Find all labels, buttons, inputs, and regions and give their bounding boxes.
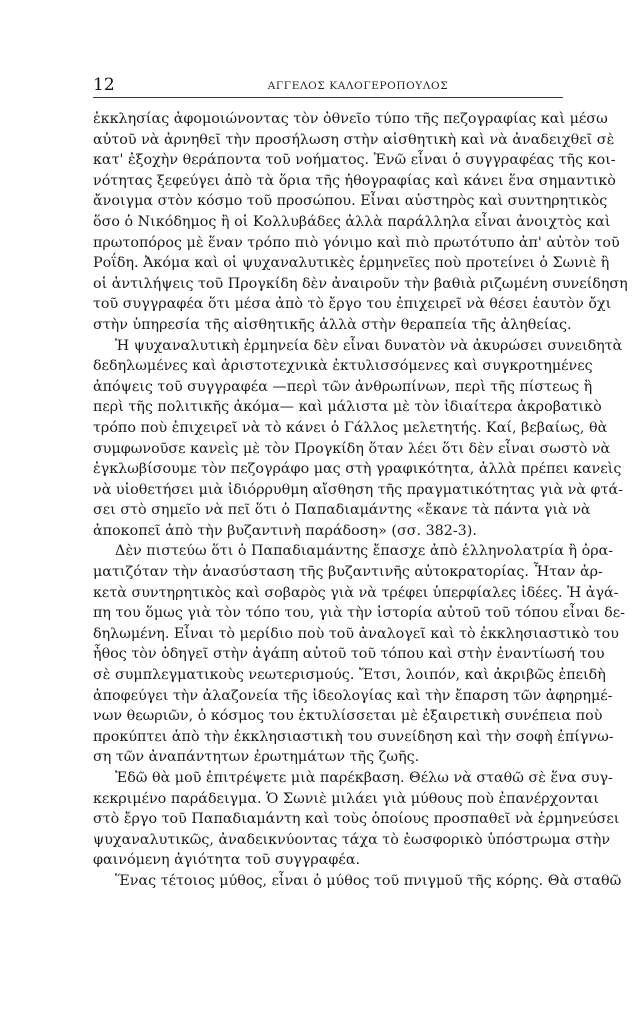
text-line: σει στὸ σημεῖο νὰ πεῖ ὅτι ὁ Παπαδιαμάντης «ἔκανε τὰ πάντα γιὰ νὰ <box>93 502 591 519</box>
text-line: δηλωμένη. Εἶναι τὸ μερίδιο ποὺ τοῦ ἀναλογεῖ καὶ τὸ ἐκκλησιαστικὸ του <box>93 625 619 642</box>
text-line: Δὲν πιστεύω ὅτι ὁ Παπαδιαμάντης ἔπασχε ἀπὸ ἑλληνολατρία ἢ ὀρα- <box>115 543 614 560</box>
text-line: ἦθος τὸν ὁδηγεῖ στὴν ἀγάπη αὐτοῦ τοῦ τόπου καὶ στὴν ἐναντίωσή του <box>93 646 605 663</box>
text-line: ἀπόψεις τοῦ συγγραφέα —περὶ τῶν ἀνθρωπίνων, περὶ τῆς πίστεως ἢ <box>93 378 593 395</box>
text-line: σὲ συμπλεγματικοὺς νεωτερισμούς. Ἔτσι, λοιπόν, καὶ ἀκριβῶς ἐπειδὴ <box>93 667 606 684</box>
text-line: Ἡ ψυχαναλυτικὴ ἑρμηνεία δὲν εἶναι δυνατὸν νὰ ἀκυρώσει συνειδητὰ <box>115 337 623 354</box>
text-line: ἐκκλησίας ἀφομοιώνοντας τὸν ὀθνεῖο τύπο τῆς πεζογραφίας καὶ μέσω <box>93 111 608 127</box>
text-line: νότητας ξεφεύγει ἀπὸ τὰ ὅρια τῆς ἠθογραφίας καὶ κάνει ἕνα σημαντικὸ <box>93 172 616 189</box>
text-line: κεκριμένο παράδειγμα. Ὁ Σωνιὲ μιλάει γιὰ μύθους ποὺ ἐπανέρχονται <box>93 790 599 807</box>
text-line: νων θεωριῶν, ὁ κόσμος του ἐκτυλίσσεται μὲ ἐξαιρετικὴ συνέπεια ποὺ <box>93 708 603 725</box>
body-text <box>93 109 628 892</box>
running-head <box>93 76 563 96</box>
paragraph <box>93 768 620 871</box>
text-line: ἐγκλωβίσουμε τὸν πεζογράφο μας στὴ γραφικότητα, ἀλλὰ πρέπει κανεὶς <box>93 461 622 478</box>
text-line: στὴν ὑπηρεσία τῆς αἰσθητικῆς ἀλλὰ στὴν θεραπεία τῆς ἀληθείας. <box>93 316 572 333</box>
text-line: προκύπτει ἀπὸ τὴν ἐκκλησιαστικὴ του συνείδηση καὶ τὴν σοφὴ ἐπίγνω- <box>93 728 614 745</box>
text-line: Ἕνας τέτοιος μύθος, εἶναι ὁ μύθος τοῦ πνιγμοῦ τῆς κόρης. Θὰ σταθῶ <box>115 872 622 889</box>
paragraph <box>93 871 622 892</box>
text-line: πρωτοπόρος μὲ ἕναν τρόπο πιὸ γόνιμο καὶ πιὸ πρωτότυπο ἀπ' αὐτὸν τοῦ <box>93 234 620 251</box>
text-line: ση τῶν ἀναπάντητων ἐρωτημάτων τῆς ζωῆς. <box>93 749 420 766</box>
text-line: τοῦ συγγραφέα ὅτι μέσα ἀπὸ τὸ ἔργο του ἐπιχειρεῖ νὰ θέσει ἑαυτὸν ὄχι <box>93 296 612 313</box>
text-line: νὰ υἱοθετήσει μιὰ ἰδιόρρυθμη αἴσθηση τῆς πραγματικότητας γιὰ νὰ φτά- <box>93 481 623 498</box>
page-number: 12 <box>93 75 115 95</box>
text-line: φαινόμενη ἁγιότητα τοῦ συγγραφέα. <box>93 852 361 869</box>
text-line: ἄνοιγμα στὸν κόσμο τοῦ προσώπου. Εἶναι αὐστηρὸς καὶ συντηρητικὸς <box>93 193 608 210</box>
text-line: συμφωνοῦσε κανεὶς μὲ τὸν Προγκίδη ὅταν λέει ὅτι δὲν εἶναι σωστὸ νὰ <box>93 440 611 457</box>
text-line: τρόπο ποὺ ἐπιχειρεῖ νὰ τὸ κάνει ὁ Γάλλος μελετητής. Καί, βεβαίως, θὰ <box>93 419 608 436</box>
text-line: Ἐδῶ θὰ μοῦ ἐπιτρέψετε μιὰ παρέκβαση. Θέλω νὰ σταθῶ σὲ ἕνα συγ- <box>115 770 613 786</box>
text-line: κετὰ συντηρητικὸς καὶ σοβαρὸς γιὰ νὰ τρέφει ὑπερφίαλες ἰδέες. Ἡ ἀγά- <box>93 584 619 601</box>
paragraph <box>93 336 623 542</box>
text-line: στὸ ἔργο τοῦ Παπαδιαμάντη καὶ τοὺς ὁποίους προσπαθεῖ νὰ ἑρμηνεύσει <box>93 811 620 828</box>
text-line: οἱ ἀντιλήψεις τοῦ Προγκίδη δὲν ἀναιροῦν τὴν βαθιὰ ριζωμένη συνείδηση <box>93 275 628 292</box>
text-line: ψυχαναλυτικῶς, ἀναδεικνύοντας τάχα τὸ ἑωσφορικὸ ὑπόστρωμα στὴν <box>93 831 611 848</box>
paragraph <box>93 541 625 768</box>
text-line: ἀποφεύγει τὴν ἀλαζονεία τῆς ἰδεολογίας καὶ τὴν ἔπαρση τῶν ἀφηρημέ- <box>93 687 613 704</box>
text-line: Ροΐδη. Ἀκόμα καὶ οἱ ψυχαναλυτικὲς ἑρμηνεῖες ποὺ προτείνει ὁ Σωνιὲ ἢ <box>93 255 610 272</box>
text-line: ματιζόταν τὴν ἀνασύσταση τῆς βυζαντινῆς αὐτοκρατορίας. Ἦταν ἀρ- <box>93 564 603 581</box>
paragraph <box>93 109 628 336</box>
text-line: πη του ὅμως γιὰ τὸν τόπο του, γιὰ τὴν ἱστορία αὐτοῦ τοῦ τόπου εἶναι δε- <box>93 605 625 622</box>
header-rule <box>93 97 563 98</box>
text-line: περὶ τῆς πολιτικῆς ἀκόμα— καὶ μάλιστα μὲ τὸν ἰδιαίτερα ἀκροβατικὸ <box>93 399 602 416</box>
text-line: κατ' ἐξοχὴν θεράποντα τοῦ νοήματος. Ἐνῶ εἶναι ὁ συγγραφέας τῆς κοι- <box>93 152 616 169</box>
text-line: αὐτοῦ νὰ ἀρνηθεῖ τὴν προσήλωση στὴν αἰσθητικὴ καὶ νὰ ἀναδειχθεῖ σὲ <box>93 131 615 148</box>
text-line: ἀποκοπεῖ ἀπὸ τὴν βυζαντινὴ παράδοση» (σσ. 382-3). <box>93 522 477 539</box>
running-title: ΑΓΓΕΛΟΣ ΚΑΛΟΓΕΡΟΠΟΥΛΟΣ <box>267 80 449 92</box>
text-line: δεδηλωμένες καὶ ἀριστοτεχνικὰ ἐκτυλισσόμενες καὶ συγκροτημένες <box>93 358 593 375</box>
text-line: ὅσο ὁ Νικόδημος ἢ οἱ Κολλυβάδες ἀλλὰ παράλληλα εἶναι ἀνοιχτὸς καὶ <box>93 213 611 230</box>
